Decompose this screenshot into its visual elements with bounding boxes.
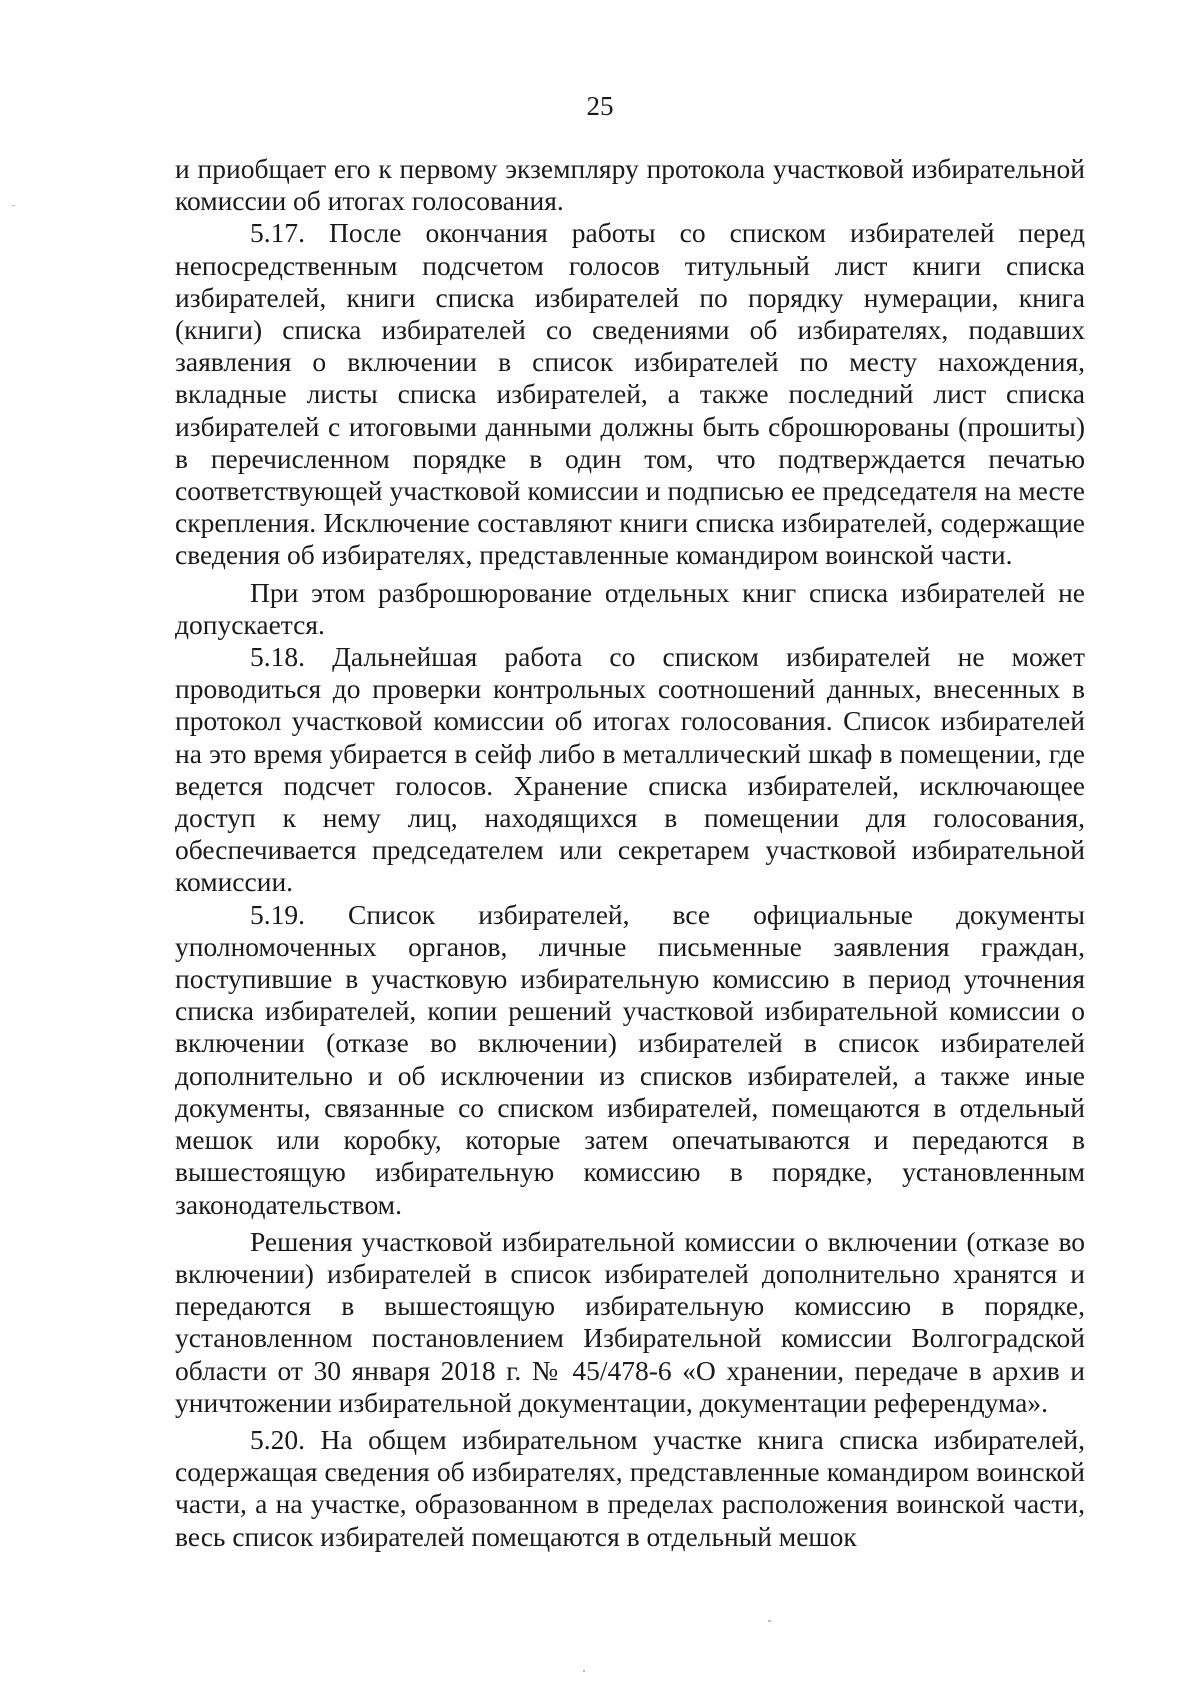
paragraph-5-19: 5.19. Список избирателей, все официальные документы уполномоченных органов, личные письменные заявления граждан, поступившие в участковую избирательную комиссию в период уточнения списка избирателей, копии решений участковой избирательной комиссии о включении (отказе во включении) избирателей в список избирателей дополнительно и об исключении из списков избирателей, а также иные документы, связанные со списком избирателей, помещаются в отдельный мешок или коробку, которые затем опечатываются и передаются в вышестоящую избирательную комиссию в порядке, установленным законодательством. [175, 898, 1085, 1220]
paragraph-decisions-storage: Решения участковой избирательной комиссии о включении (отказе во включении) избирателей в список избирателей дополнительно хранятся и передаются в вышестоящую избирательную комиссию в порядке, установленном постановлением Избирательной комиссии Волгоградской области от 30 января 2018 г. № 45/478-6 «О хранении, передаче в архив и уничтожении избирательной документации, документации референдума». [175, 1225, 1085, 1418]
document-body [175, 153, 1085, 1553]
scan-speck [768, 1620, 771, 1622]
paragraph-5-20: 5.20. На общем избирательном участке книга списка избирателей, содержащая сведения об избирателях, представленные командиром воинской части, а на участке, образованном в пределах расположения воинской части, весь список избирателей помещаются в отдельный мешок [175, 1423, 1085, 1552]
paragraph-continuation: и приобщает его к первому экземпляру протокола участковой избирательной комиссии об итогах голосования. [175, 153, 1085, 217]
paragraph-unbinding-note: При этом разброшюрование отдельных книг списка избирателей не допускается. [175, 576, 1085, 640]
page-number: 25 [586, 91, 614, 121]
paragraph-5-18: 5.18. Дальнейшая работа со списком избирателей не может проводиться до проверки контрольных соотношений данных, внесенных в протокол участковой комиссии об итогах голосования. Список избирателей на это время убирается в сейф либо в металлический шкаф в помещении, где ведется подсчет голосов. Хранение списка избирателей, исключающее доступ к нему лиц, находящихся в помещении для голосования, обеспечивается председателем или секретарем участковой избирательной комиссии. [175, 641, 1085, 898]
paragraph-5-17: 5.17. После окончания работы со списком избирателей перед непосредственным подсчетом голосов титульный лист книги списка избирателей, книги списка избирателей по порядку нумерации, книга (книги) списка избирателей со сведениями об избирателях, подавших заявления о включении в список избирателей по месту нахождения, вкладные листы списка избирателей, а также последний лист списка избирателей с итоговыми данными должны быть сброшюрованы (прошиты) в перечисленном порядке в один том, что подтверждается печатью соответствующей участковой комиссии и подписью ее председателя на месте скрепления. Исключение составляют книги списка избирателей, содержащие сведения об избирателях, представленные командиром воинской части. [175, 217, 1085, 571]
scan-speck [583, 1670, 585, 1672]
scan-speck [12, 205, 15, 206]
